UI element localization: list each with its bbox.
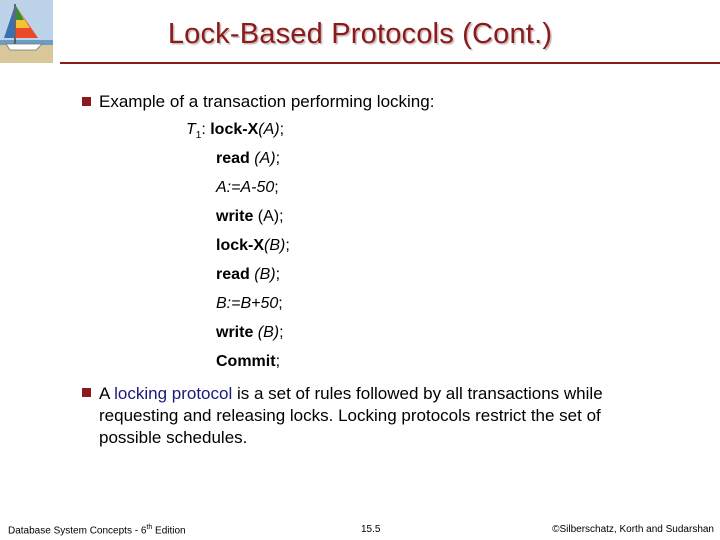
- code-expression: A:=A-50: [216, 179, 275, 196]
- code-line-8: write (B);: [216, 324, 284, 341]
- code-arg: (A): [258, 121, 280, 138]
- text-span: is a set of rules followed by all transactions while requesting and releasing locks. Locking protocols restrict the set of possible schedules.: [99, 384, 603, 447]
- locking-protocol-term: locking protocol: [114, 384, 233, 403]
- transaction-subscript: 1: [195, 130, 202, 142]
- footer-page-number: 15.5: [361, 524, 381, 535]
- code-arg: (B): [257, 324, 280, 341]
- code-line-7: B:=B+50;: [216, 295, 283, 312]
- code-expression: B:=B+50: [216, 295, 279, 312]
- code-arg: (A): [257, 208, 280, 225]
- code-line-1: $T_1$: lock-X(A);: [186, 121, 285, 142]
- bullet-marker: [82, 388, 91, 397]
- title-underline: [60, 62, 720, 64]
- footer-left: [8, 524, 186, 536]
- bullet-text-locking-protocol: [99, 383, 639, 449]
- footer-edition-sup: th: [146, 524, 153, 531]
- code-line-5: lock-X(B);: [216, 237, 290, 254]
- footer-book-title: Database System Concepts - 6: [8, 525, 147, 537]
- code-line-2: read (A);: [216, 150, 281, 167]
- code-line-9: Commit;: [216, 353, 281, 370]
- code-keyword: lock-X: [210, 121, 259, 138]
- code-keyword: write: [216, 208, 254, 225]
- code-keyword: Commit: [216, 353, 276, 370]
- slide-title: Lock-Based Protocols (Cont.): [167, 18, 553, 50]
- code-keyword: read: [216, 266, 250, 283]
- code-arg: (B): [254, 266, 276, 283]
- text-span: A: [99, 384, 115, 403]
- code-line-4: write (A);: [216, 208, 284, 225]
- footer-copyright: ©Silberschatz, Korth and Sudarshan: [552, 524, 714, 535]
- bullet-marker: [82, 97, 91, 106]
- footer-edition: Edition: [152, 525, 186, 537]
- code-arg: (B): [264, 237, 286, 254]
- code-keyword: lock-X: [216, 237, 265, 254]
- code-line-6: read (B);: [216, 266, 281, 283]
- transaction-name: T: [186, 121, 196, 138]
- code-keyword: read: [216, 150, 250, 167]
- code-line-3: A:=A-50;: [216, 179, 279, 196]
- bullet-text-example: Example of a transaction performing locking:: [99, 92, 435, 111]
- code-arg: (A): [254, 150, 276, 167]
- code-keyword: write: [216, 324, 254, 341]
